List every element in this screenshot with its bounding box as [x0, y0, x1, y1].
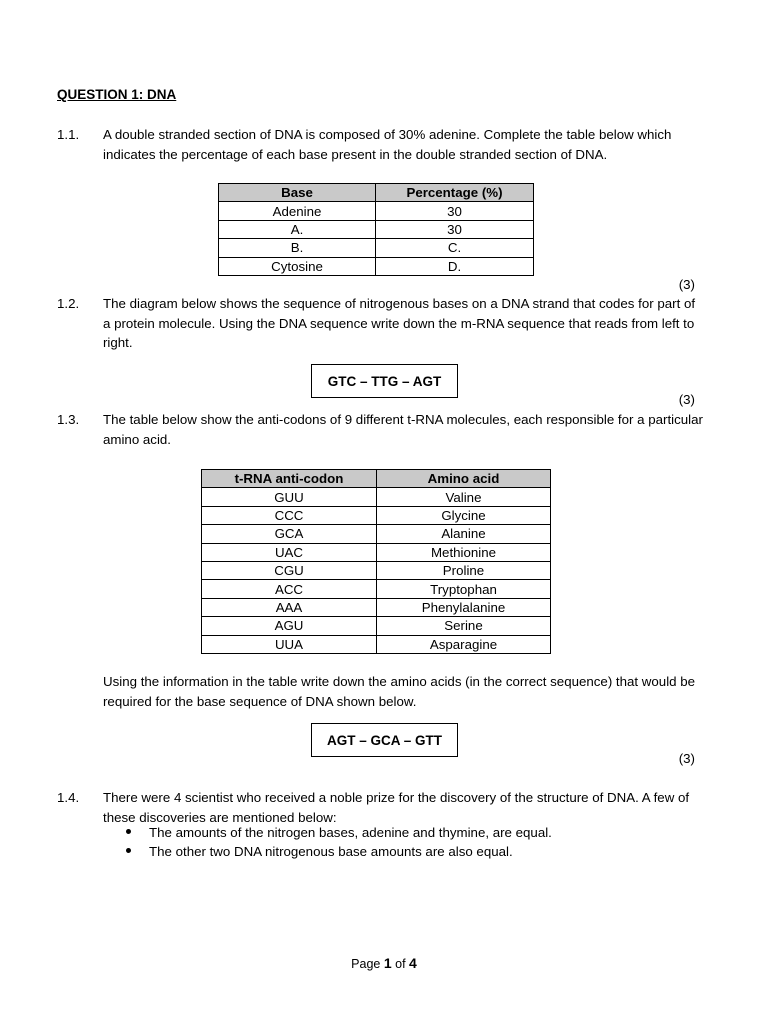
page-number: 1	[383, 955, 392, 971]
discoveries-list	[103, 823, 703, 861]
table-cell: CGU	[202, 561, 377, 579]
table-cell: ACC	[202, 580, 377, 598]
question-number-1-1: 1.1.	[57, 127, 80, 142]
table-cell: GCA	[202, 525, 377, 543]
table-cell: Proline	[377, 561, 551, 579]
table-cell: C.	[376, 239, 534, 257]
question-number-1-2: 1.2.	[57, 296, 80, 311]
table-cell: Methionine	[377, 543, 551, 561]
question-text-1-3: The table below show the anti-codons of 9 different t-RNA molecules, each responsible for a particular amino acid.	[103, 412, 703, 447]
table-cell: AGU	[202, 617, 377, 635]
marks-1-3: (3)	[678, 751, 695, 766]
question-text-1-1: A double stranded section of DNA is composed of 30% adenine. Complete the table below which indicates the percentage of each base present in the double stranded section of DNA.	[103, 127, 672, 162]
table-cell: Phenylalanine	[377, 598, 551, 616]
table-cell: A.	[219, 220, 376, 238]
table-row	[202, 488, 551, 506]
question-number-1-3: 1.3.	[57, 412, 80, 427]
table-cell: B.	[219, 239, 376, 257]
table-cell: AAA	[202, 598, 377, 616]
table-cell: UUA	[202, 635, 377, 653]
question-text-1-2: The diagram below shows the sequence of nitrogenous bases on a DNA strand that codes for part of a protein molecule. Using the DNA sequence write down the m-RNA sequence that reads from left to right.	[103, 296, 696, 350]
table-cell: Tryptophan	[377, 580, 551, 598]
marks-1-1: (3)	[678, 277, 695, 292]
list-item: The other two DNA nitrogenous base amounts are also equal.	[103, 842, 703, 861]
table-row	[219, 257, 534, 275]
page-total: 4	[409, 955, 417, 971]
page-title: QUESTION 1: DNA	[57, 87, 177, 102]
table-cell: CCC	[202, 506, 377, 524]
table-row	[202, 635, 551, 653]
table-row	[202, 506, 551, 524]
table-row	[219, 239, 534, 257]
table-cell: D.	[376, 257, 534, 275]
table-row	[202, 617, 551, 635]
table-header: t-RNA anti-codon	[202, 470, 377, 488]
table-cell: Valine	[377, 488, 551, 506]
table-row	[202, 580, 551, 598]
dna-sequence-box-2: AGT – GCA – GTT	[311, 723, 458, 757]
table-cell: Cytosine	[219, 257, 376, 275]
table-header-row	[202, 470, 551, 488]
table-cell: Adenine	[219, 202, 376, 220]
table-row	[202, 543, 551, 561]
table-row	[219, 220, 534, 238]
of-word: of	[395, 957, 406, 971]
table-row	[202, 525, 551, 543]
list-item: The amounts of the nitrogen bases, adenine and thymine, are equal.	[103, 823, 703, 842]
anticodon-table	[201, 469, 551, 654]
table-cell: UAC	[202, 543, 377, 561]
table-row	[202, 561, 551, 579]
table-cell: Serine	[377, 617, 551, 635]
table-cell: 30	[376, 220, 534, 238]
table-header: Percentage (%)	[376, 184, 534, 202]
page-word: Page	[351, 957, 381, 971]
table-row	[219, 202, 534, 220]
base-percentage-table	[218, 183, 534, 276]
page-footer	[0, 955, 768, 971]
table-cell: Asparagine	[377, 635, 551, 653]
table-cell: 30	[376, 202, 534, 220]
question-text-1-3-part-2: Using the information in the table write down the amino acids (in the correct sequence) that would be required for the base sequence of DNA shown below.	[103, 674, 696, 709]
table-header: Amino acid	[377, 470, 551, 488]
table-cell: Glycine	[377, 506, 551, 524]
table-row	[202, 598, 551, 616]
marks-1-2: (3)	[678, 392, 695, 407]
table-header-row	[219, 184, 534, 202]
table-header: Base	[219, 184, 376, 202]
question-text-1-4: There were 4 scientist who received a noble prize for the discovery of the structure of DNA. A few of these discoveries are mentioned below:	[103, 790, 690, 825]
table-cell: GUU	[202, 488, 377, 506]
dna-sequence-box: GTC – TTG – AGT	[311, 364, 458, 398]
question-number-1-4: 1.4.	[57, 790, 80, 805]
table-cell: Alanine	[377, 525, 551, 543]
